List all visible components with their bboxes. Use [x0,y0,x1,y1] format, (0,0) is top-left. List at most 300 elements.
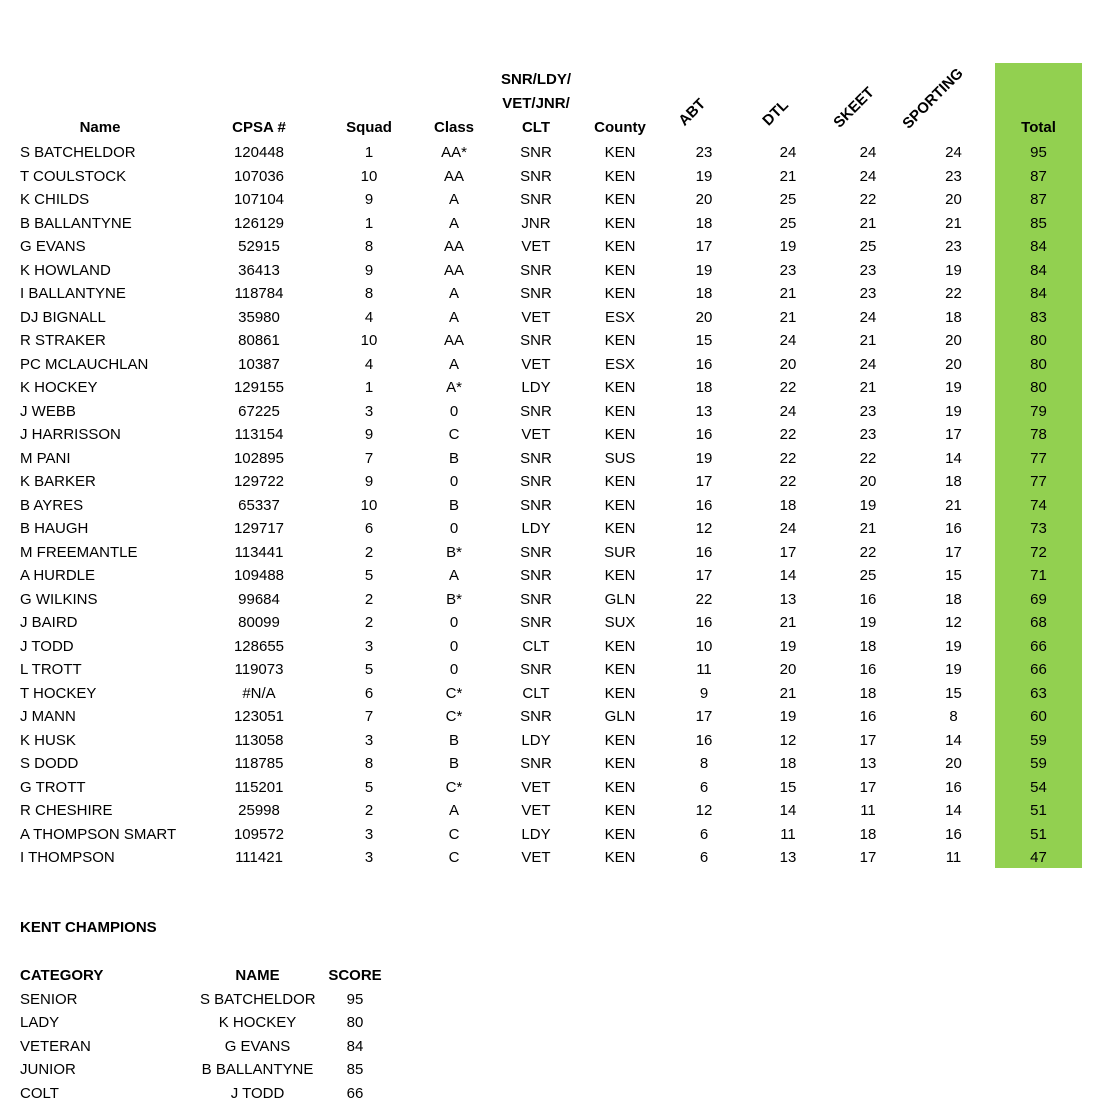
cell: VET [521,802,551,820]
cell: 16 [695,614,713,632]
table-row [0,494,1082,518]
cell: 59 [1030,755,1047,773]
cell: 3 [364,825,374,843]
cell: K HUSK [20,731,76,749]
cell: C [448,426,460,444]
cell: 25 [779,191,797,209]
cell: 2 [364,543,374,561]
cell: 8 [364,238,374,256]
cell: 13 [859,755,877,773]
cell: R CHESHIRE [20,802,113,820]
cell: 74 [1030,496,1047,514]
cell: 109572 [233,825,285,843]
table-row [0,376,1082,400]
cell: 0 [449,661,459,679]
cell: 9 [364,473,374,491]
cell: VET [521,308,551,326]
cell: 19 [859,614,877,632]
cell: A [448,567,459,585]
cell: 12 [945,614,962,632]
cell: 24 [859,308,877,326]
cell: S BATCHELDOR [20,144,136,162]
cell: 80861 [238,332,280,350]
cell: G TROTT [20,778,86,796]
cell: A [448,355,459,373]
cell: 15 [779,778,797,796]
cell: R STRAKER [20,332,106,350]
cell: KEN [604,778,636,796]
table-row [0,212,1082,236]
cell: SNR [520,590,552,608]
cell: 47 [1030,849,1047,867]
cell: 21 [779,308,797,326]
cell: G WILKINS [20,590,98,608]
cell: 84 [1030,261,1047,279]
cell: 24 [859,144,877,162]
cell: AA* [441,144,467,162]
cell: 11 [945,849,962,867]
cell: 18 [945,590,962,608]
cell: 19 [945,402,962,420]
table-row [0,329,1082,353]
cell: SNR [520,496,552,514]
cell: 85 [1030,214,1047,232]
cell: 19 [695,261,713,279]
cell: SNR [520,567,552,585]
cell: KEN [604,661,636,679]
cell: KEN [604,191,636,209]
cell: KEN [604,473,636,491]
cell: 66 [346,1084,364,1102]
cell: 18 [945,473,962,491]
cell: 10 [695,637,713,655]
cell: SNR [520,285,552,303]
cell: 8 [699,755,709,773]
col-header-skeet: SKEET [830,83,878,132]
cell: 22 [779,426,797,444]
cell: A [448,802,459,820]
cell: 19 [695,167,713,185]
table-row [0,517,1082,541]
cell: VET [521,426,551,444]
cell: 107104 [233,191,285,209]
cell: 17 [945,426,962,444]
table-row [0,823,1082,847]
cell: A THOMPSON SMART [20,825,177,843]
col-header-dtl-spacer [752,66,824,141]
cell: 13 [779,849,797,867]
cell: 20 [945,755,962,773]
cell: JNR [521,214,551,232]
cell: 0 [449,402,459,420]
cell: 21 [859,520,877,538]
cell: AA [443,261,464,279]
cell: 21 [945,214,962,232]
cell: A [448,285,459,303]
cell: B [448,496,459,514]
cell: 25 [779,214,797,232]
cell: ESX [604,355,635,373]
cell: SNR [520,144,552,162]
cell: 51 [1030,825,1047,843]
cell: 80 [1030,355,1047,373]
cell: 13 [695,402,713,420]
cell: 68 [1030,614,1047,632]
cell: 15 [945,567,962,585]
cell: 19 [945,379,962,397]
cell: 107036 [233,167,285,185]
cell: 102895 [233,449,285,467]
cell: SUX [604,614,636,632]
cell: 84 [1030,285,1047,303]
cell: 69 [1030,590,1047,608]
cell: KEN [604,332,636,350]
cell: 12 [695,520,713,538]
cell: KEN [604,802,636,820]
cell: 77 [1030,449,1047,467]
cell: 24 [779,402,797,420]
cell: I BALLANTYNE [20,285,126,303]
category-header-line2: VET/JNR/ [502,95,570,112]
cell: 3 [364,849,374,867]
cell: 83 [1030,308,1047,326]
cell: 12 [695,802,713,820]
cell: 23 [859,426,877,444]
cell: 14 [779,567,797,585]
cell: B BALLANTYNE [201,1061,314,1079]
cell: 1 [364,379,374,397]
table-row [0,470,1082,494]
cell: 11 [860,802,876,820]
cell: 126129 [233,214,285,232]
cell: ESX [604,308,635,326]
cell: 2 [364,614,374,632]
cell: VET [521,778,551,796]
cell: 16 [695,543,713,561]
cell: KEN [604,825,636,843]
cell: 80 [1030,379,1047,397]
cell: 113058 [234,731,284,749]
cell: 18 [779,755,797,773]
cell: 123051 [233,708,285,726]
cell: 6 [364,684,374,702]
results-table [0,66,1082,870]
cell: 22 [779,473,797,491]
cell: 66 [1030,661,1047,679]
cell: CLT [522,684,550,702]
cell: 21 [779,167,797,185]
cell: B* [446,590,462,608]
cell: 0 [449,520,459,538]
table-row [0,799,1082,823]
cell: 22 [779,379,797,397]
col-header-total: Total [1021,119,1056,136]
cell: 23 [945,167,962,185]
table-row [0,658,1082,682]
cell: 95 [1030,144,1047,162]
cell: AA [443,238,464,256]
cell: 18 [695,379,713,397]
table-row [0,729,1082,753]
cell: 128655 [233,637,285,655]
cell: C [448,825,460,843]
cell: 95 [346,990,364,1008]
cell: 54 [1030,778,1047,796]
cell: 79 [1030,402,1047,420]
cell: 0 [449,473,459,491]
cell: C* [445,708,463,726]
table-row [0,282,1082,306]
cell: 2 [364,802,374,820]
cell: 113154 [234,426,284,444]
cell: B [448,755,459,773]
cell: 7 [364,449,374,467]
cell: 20 [779,355,797,373]
cell: 5 [364,661,374,679]
cell: 18 [779,496,797,514]
cell: #N/A [242,684,276,702]
cell: KEN [604,238,636,256]
cell: 1 [364,214,374,232]
cell: S BATCHELDOR [200,990,316,1008]
cell: 11 [780,825,796,843]
cell: K BARKER [20,473,96,491]
cell: B AYRES [20,496,84,514]
cell: G EVANS [224,1037,291,1055]
cell: B HAUGH [20,520,89,538]
cell: 17 [859,731,877,749]
cell: 14 [945,449,962,467]
cell: 17 [695,567,713,585]
cell: KEN [604,755,636,773]
cell: 1 [364,144,374,162]
table-row [0,353,1082,377]
cell: 0 [449,614,459,632]
cell: C* [445,684,463,702]
cell: 63 [1030,684,1047,702]
cell: 24 [779,520,797,538]
col-header-category [488,66,584,141]
cell: KEN [604,567,636,585]
cell: 85 [346,1061,364,1079]
champions-title: KENT CHAMPIONS [20,919,157,936]
cell: 77 [1030,473,1047,491]
cell: 20 [779,661,797,679]
cell: SENIOR [20,990,78,1008]
cell: 67225 [238,402,280,420]
cell: LADY [20,1014,60,1032]
cell: 23 [859,285,877,303]
cell: KEN [604,214,636,232]
cell: 6 [699,849,709,867]
cell: 10 [360,496,378,514]
cell: 20 [859,473,877,491]
cell: 12 [779,731,797,749]
table-row [0,705,1082,729]
table-row [0,635,1082,659]
col-header-dtl: DTL [759,96,792,130]
cell: 17 [859,849,877,867]
cell: 17 [695,708,713,726]
cell: 24 [779,332,797,350]
cell: KEN [604,637,636,655]
table-row [0,188,1082,212]
cell: 14 [945,731,962,749]
champ-header-score: SCORE [328,967,382,985]
table-row [0,611,1082,635]
champions-table-body [0,988,395,1106]
table-row [0,541,1082,565]
cell: 6 [699,778,709,796]
cell: 19 [779,637,797,655]
cell: 21 [779,684,797,702]
cell: 5 [364,567,374,585]
cell: SNR [520,332,552,350]
cell: 16 [859,590,877,608]
cell: KEN [604,261,636,279]
cell: 24 [945,144,962,162]
cell: 129722 [233,473,285,491]
cell: 14 [779,802,797,820]
cell: KEN [604,285,636,303]
table-row [0,776,1082,800]
table-row [0,235,1082,259]
cell: T HOCKEY [20,684,97,702]
category-header-line3: CLT [521,119,551,136]
cell: 9 [699,684,709,702]
col-header-cpsa: CPSA # [232,119,286,136]
cell: SNR [520,473,552,491]
cell: 16 [695,731,713,749]
cell: 18 [859,684,877,702]
cell: SNR [520,661,552,679]
cell: 87 [1030,167,1047,185]
cell: J MANN [20,708,76,726]
cell: 65337 [238,496,280,514]
cell: K CHILDS [20,191,90,209]
cell: J TODD [230,1084,285,1102]
cell: 17 [859,778,877,796]
cell: 129717 [233,520,285,538]
cell: KEN [604,426,636,444]
cell: 118785 [234,755,284,773]
cell: 17 [695,238,713,256]
cell: B [448,731,459,749]
cell: 16 [695,496,713,514]
table-row [0,752,1082,776]
cell: 15 [695,332,713,350]
cell: SNR [520,614,552,632]
cell: AA [443,167,464,185]
cell: 22 [779,449,797,467]
cell: 13 [779,590,797,608]
col-header-county: County [594,119,646,136]
col-header-abt: ABT [675,95,710,130]
table-row [0,400,1082,424]
cell: C [448,849,460,867]
cell: 17 [695,473,713,491]
cell: 21 [859,332,877,350]
champ-header-name: NAME [235,967,280,985]
cell: 111421 [235,849,283,867]
cell: 2 [364,590,374,608]
cell: KEN [604,520,636,538]
cell: 18 [859,637,877,655]
col-header-sporting: SPORTING [899,64,967,133]
cell: 16 [695,355,713,373]
cell: 17 [779,543,797,561]
cell: 8 [364,755,374,773]
cell: A HURDLE [20,567,96,585]
cell: 25 [859,567,877,585]
table-row [0,306,1082,330]
cell: GLN [604,708,636,726]
cell: 21 [945,496,962,514]
cell: 16 [945,778,962,796]
cell: M PANI [20,449,71,467]
cell: SUR [604,543,636,561]
cell: 119073 [234,661,284,679]
cell: 22 [945,285,962,303]
cell: 52915 [238,238,280,256]
cell: 22 [859,449,877,467]
cell: 84 [346,1037,364,1055]
cell: 18 [695,285,713,303]
cell: GLN [604,590,636,608]
cell: 109488 [233,567,285,585]
cell: 0 [449,637,459,655]
table-row [0,988,395,1012]
cell: 19 [945,661,962,679]
cell: 25998 [238,802,280,820]
cell: 3 [364,402,374,420]
table-row [0,1058,395,1082]
cell: VET [521,238,551,256]
cell: J HARRISSON [20,426,121,444]
cell: 10 [360,167,378,185]
cell: 24 [859,167,877,185]
col-header-squad: Squad [346,119,392,136]
cell: L TROTT [20,661,82,679]
cell: 4 [364,355,374,373]
cell: 25 [859,238,877,256]
champions-table [0,964,395,1105]
cell: PC MCLAUCHLAN [20,355,149,373]
cell: K HOCKEY [218,1014,297,1032]
cell: SNR [520,191,552,209]
results-table-body [0,141,1082,870]
cell: J WEBB [20,402,76,420]
cell: 35980 [238,308,280,326]
cell: 19 [945,261,962,279]
cell: G EVANS [20,238,86,256]
cell: LDY [521,379,551,397]
cell: AA [443,332,464,350]
cell: 6 [364,520,374,538]
cell: B [448,449,459,467]
cell: 16 [945,825,962,843]
cell: 20 [695,191,713,209]
cell: SNR [520,708,552,726]
cell: 19 [859,496,877,514]
cell: JUNIOR [20,1061,76,1079]
table-row [0,447,1082,471]
cell: A [448,214,459,232]
cell: 4 [364,308,374,326]
col-header-name: Name [79,119,121,136]
cell: J TODD [20,637,74,655]
cell: 24 [779,144,797,162]
